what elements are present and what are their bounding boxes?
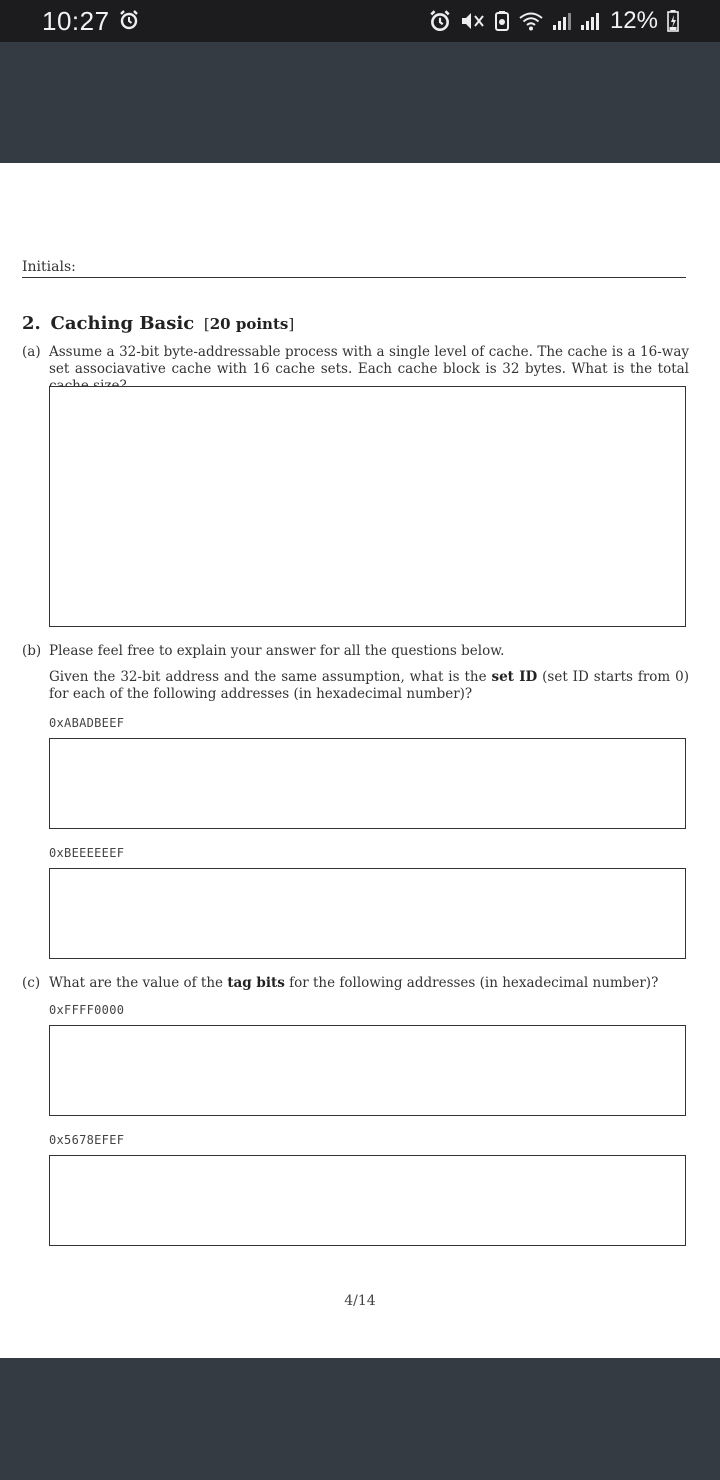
part-c-answer-box-1[interactable]: [49, 1025, 686, 1116]
part-b-label: (b): [22, 643, 42, 659]
part-b-answer-box-1[interactable]: [49, 738, 686, 829]
address-label: 0xABADBEEF: [49, 716, 125, 730]
part-c-answer-box-2[interactable]: [49, 1155, 686, 1246]
page-number: 4/14: [344, 1293, 376, 1309]
part-a-text: Assume a 32-bit byte-addressable process with a single level of cache. The cache is a 16-way set associavative cache with 16 cache sets. Each cache block is 32 bytes. What is the total: [49, 344, 689, 377]
vibrate-mute-icon: [460, 10, 486, 32]
question-points: [20 points]: [203, 315, 295, 333]
alarm-icon: [118, 9, 140, 31]
part-c-label: (c): [22, 975, 41, 991]
header-rule: [22, 277, 686, 278]
battery-percentage: 12%: [609, 7, 658, 34]
address-label: 0xBEEEEEEF: [49, 846, 125, 860]
document-page[interactable]: [0, 163, 720, 1358]
question-heading: Caching Basic: [50, 313, 195, 334]
alarm-icon: [428, 9, 452, 33]
battery-icon: [666, 9, 680, 33]
status-bar: [0, 0, 720, 42]
part-a-answer-box[interactable]: [49, 386, 686, 627]
address-label: 0xFFFF0000: [49, 1003, 125, 1017]
question-number: 2.: [22, 313, 41, 334]
initials-label: Initials:: [22, 259, 76, 275]
question-title: [22, 313, 294, 334]
part-b-text: Given the 32-bit address and the same assumption, what is the set ID (set ID starts from 0) for each of the following addresses (in hexadecimal number)?: [49, 669, 689, 702]
viewer-top-margin: [0, 42, 720, 163]
part-b-intro: Please feel free to explain your answer for all the questions below.: [49, 643, 505, 659]
status-time: 10:27: [42, 6, 110, 36]
part-a-label: (a): [22, 344, 41, 360]
signal-icon: [580, 10, 600, 32]
battery-saver-icon: [494, 10, 510, 32]
wifi-icon: [518, 10, 544, 32]
signal-icon: [552, 10, 572, 32]
part-b-answer-box-2[interactable]: [49, 868, 686, 959]
address-label: 0x5678EFEF: [49, 1133, 125, 1147]
viewer-bottom-margin: [0, 1358, 720, 1480]
part-c-text: What are the value of the tag bits for the following addresses (in hexadecimal number)?: [49, 975, 659, 991]
status-icons: [428, 6, 680, 36]
